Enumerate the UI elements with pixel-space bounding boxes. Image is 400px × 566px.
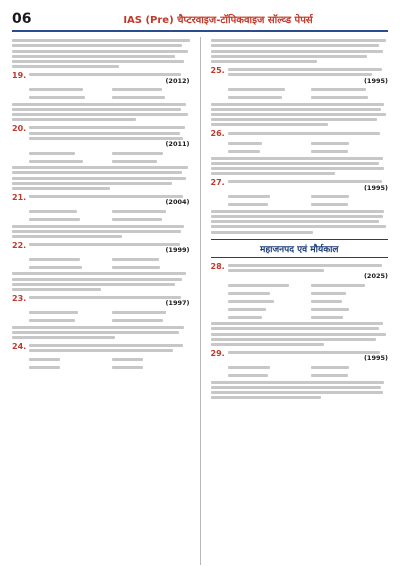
question-number: 21. [12,192,27,202]
options-26 [228,140,389,154]
right-column [211,37,389,565]
page-header [12,8,388,32]
match-table [211,282,389,320]
options-29 [228,364,389,378]
question-number: 20. [12,124,27,134]
book-title: IAS (Pre) चैप्टरवाइज-टॉपिकवाइज सॉल्व्ड पेपर्स [123,15,313,26]
explanation-block [211,39,389,63]
left-column [12,37,190,565]
question-year: (1999) [165,246,190,255]
section-heading: महाजनपद एवं मौर्यकाल [211,239,389,258]
explanation-block [211,210,389,234]
question-number: 22. [12,240,27,250]
question-25 [211,66,389,85]
question-number: 29. [210,349,225,358]
question-29 [211,349,389,362]
options-20 [29,150,190,164]
question-23 [12,294,190,307]
explanation-block [211,322,389,346]
question-year: (1997) [165,299,190,308]
explanation-block [12,166,190,190]
explanation-block [211,381,389,400]
question-number: 27. [210,178,225,188]
question-year: (2004) [165,198,190,207]
options-22 [29,256,190,270]
options-27 [228,194,389,208]
options-19 [29,87,190,101]
explanation-block [12,272,190,291]
question-27 [211,178,389,191]
question-26 [211,129,389,138]
column-divider [200,37,201,565]
question-year: (1995) [363,354,388,363]
question-year: (1995) [363,76,388,85]
explanation-block [211,157,389,176]
question-21 [12,193,190,206]
explanation-block [12,326,190,339]
question-22 [12,241,190,254]
options-25 [228,87,389,101]
explanation-block [12,225,190,238]
question-24 [12,342,190,355]
question-19 [12,71,190,84]
question-number: 25. [210,65,225,75]
two-column-body [12,37,388,565]
options-24 [29,357,190,371]
options-21 [29,208,190,222]
question-number: 24. [12,341,27,351]
question-number: 26. [210,129,225,139]
question-year: (2011) [165,140,190,148]
options-23 [29,309,190,323]
question-20 [12,124,190,148]
question-number: 28. [210,261,225,271]
question-number: 23. [12,294,27,303]
question-number: 19. [12,71,27,81]
question-year: (1995) [363,183,388,192]
explanation-block [211,103,389,127]
explanation-block [12,103,190,122]
question-28 [211,262,389,281]
page-number: 06 [12,11,32,27]
explanation-block [12,39,190,68]
question-year: (2012) [165,76,190,85]
question-year: (2025) [363,272,388,281]
